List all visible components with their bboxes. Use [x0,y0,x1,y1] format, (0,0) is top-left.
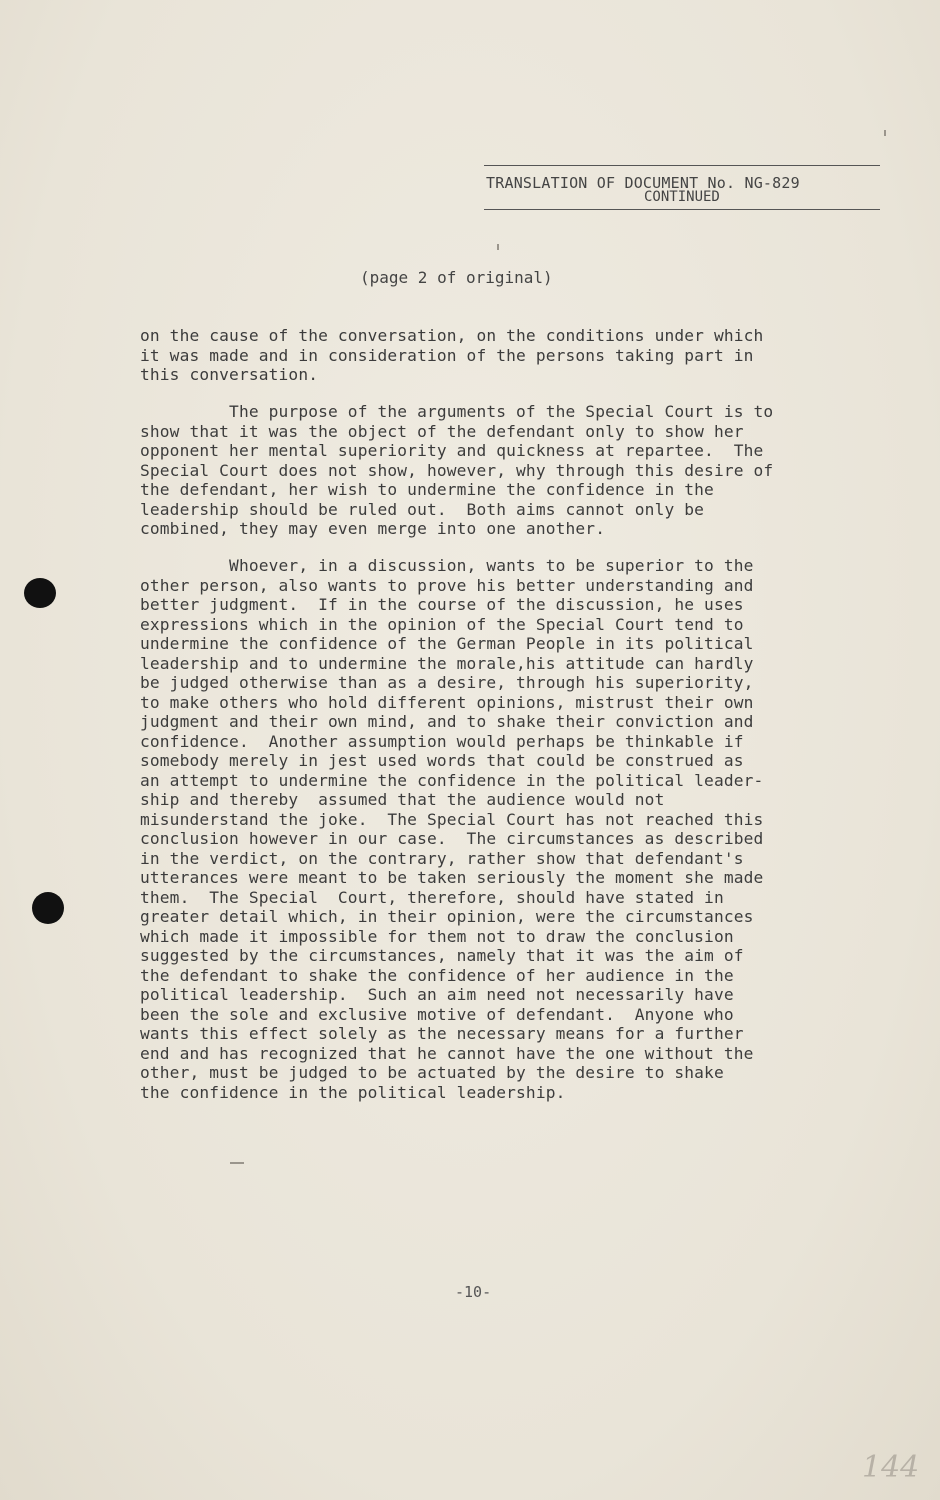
punch-hole [32,892,64,924]
paragraph-2: The purpose of the arguments of the Special Court is to show that it was the object of the defendant only to show her opponent her mental superiority and quickness at repartee. The Special Court does not show, however, why through this desire of the defendant, her wish to undermine the confidence in the leadership should be ruled out. Both aims cannot only be combined, they may even merge into one another. [140,402,774,538]
paper-speck [497,244,499,250]
document-subtitle: CONTINUED [644,189,720,205]
page-reference: (page 2 of original) [360,268,553,287]
paper-speck [884,130,886,136]
header-rule-bottom [484,209,880,210]
header-rule-top [484,165,880,166]
paragraph-1: on the cause of the conversation, on the conditions under which it was made and in consideration of the persons taking part in this conversation. [140,326,764,384]
punch-hole [24,578,56,608]
stamp-number: 144 [862,1450,920,1485]
paper-speck [230,1162,244,1164]
document-title: TRANSLATION OF DOCUMENT No. NG-829 [486,174,800,192]
page-number: -10- [455,1283,492,1301]
paragraph-3: Whoever, in a discussion, wants to be superior to the other person, also wants to prove his better understanding and better judgment. If in the course of the discussion, he uses expressions which in the opinion of the Special Court tend to undermine the confidence of the German People in its political leadership and to undermine the morale,his attitude can hardly be judged otherwise than as a desire, through his superiority, to make others who hold different opinions, mistrust their own judgment and their own mind, and to shake their conviction and confidence. Another assumption would perhaps be thinkable if somebody merely in jest used words that could be construed as an attempt to undermine the confidence in the political leader- ship and thereby assumed that the audience would not misunderstand the joke. The Special Court has not reached this conclusion however in our case. The circumstances as described in the verdict, on the contrary, rather show that defendant's utterances were meant to be taken seriously the moment she made them. The Special Court, therefore, should have stated in greater detail which, in their opinion, were the circumstances which made it impossible for them not to draw the conclusion suggested by the circumstances, namely that it was the aim of the defendant to shake the confidence of her audience in the political leadership. Such an aim need not necessarily have been the sole and exclusive motive of defendant. Anyone who wants this effect solely as the necessary means for a further end and has recognized that he cannot have the one without the other, must be judged to be actuated by the desire to shake the confidence in the political leadership. [140,556,764,1102]
document-header [484,165,880,215]
